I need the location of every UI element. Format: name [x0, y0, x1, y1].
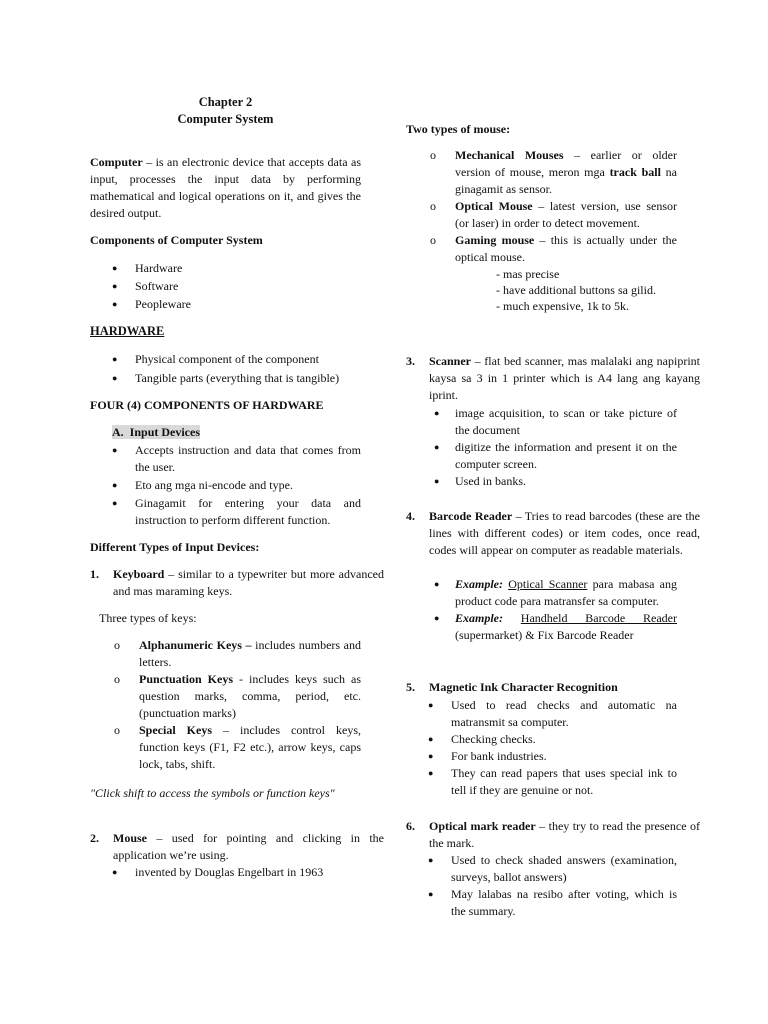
bullet-icon: ●: [428, 734, 434, 744]
components-heading: Components of Computer System: [90, 233, 263, 247]
keyboard-def: – similar to a typewriter but more advanced and mas maraming keys.: [113, 567, 384, 598]
list-item-text: Hardware: [135, 261, 183, 275]
input-devices-heading: [112, 424, 200, 441]
circle-bullet-icon: o: [114, 672, 120, 686]
list-item: [406, 473, 677, 490]
list-item: [406, 147, 677, 198]
omr-item: [406, 818, 700, 852]
list-item: [90, 671, 361, 722]
key-type-def: – includes control keys, function keys (F1, F2 etc.), arrow keys, caps lock, tabs, shift.: [139, 723, 362, 771]
scanner-term: Scanner: [429, 354, 471, 368]
bullet-icon: ●: [434, 476, 440, 486]
mouse-def: – used for pointing and clicking in the application we’re using.: [113, 831, 384, 862]
list-item: [406, 731, 677, 748]
list-item: [90, 296, 361, 313]
list-item-text: image acquisition, to scan or take picture of the document: [455, 406, 677, 437]
list-item: [406, 886, 677, 920]
list-item-text: Accepts instruction and data that comes from the user.: [135, 443, 361, 474]
list-item-text: Ginagamit for entering your data and instruction to perform different function.: [135, 496, 361, 527]
micr-item: [406, 679, 700, 696]
list-item: [90, 351, 361, 368]
circle-bullet-icon: o: [114, 723, 120, 737]
list-item: [90, 260, 361, 277]
bullet-icon: ●: [112, 373, 118, 383]
list-item: [90, 370, 361, 387]
circle-bullet-icon: o: [430, 199, 436, 213]
micr-term: Magnetic Ink Character Recognition: [429, 680, 618, 694]
bullet-icon: ●: [428, 768, 434, 778]
input-devices-title: Input Devices: [129, 425, 201, 439]
example-device: Handheld Barcode Reader: [520, 611, 677, 625]
hardware-list: [90, 351, 361, 387]
list-item: [406, 697, 677, 731]
track-ball-term: track ball: [609, 165, 661, 179]
omr-number: 6.: [406, 819, 415, 833]
bullet-icon: ●: [112, 498, 118, 508]
list-item-text: Used in banks.: [455, 474, 526, 488]
keyboard-item: [90, 566, 384, 600]
bullet-icon: ●: [434, 579, 440, 589]
circle-bullet-icon: o: [430, 233, 436, 247]
list-item-text: Software: [135, 279, 179, 293]
gaming-detail: - mas precise: [496, 267, 560, 281]
bullet-icon: ●: [434, 442, 440, 452]
scanner-number: 3.: [406, 354, 415, 368]
example-text: (supermarket) & Fix Barcode Reader: [455, 628, 634, 642]
list-item: [90, 722, 361, 773]
list-item: [406, 232, 677, 266]
list-item: [406, 748, 677, 765]
omr-def: – they try to read the presence of the mark.: [429, 819, 700, 850]
key-type-def: - includes keys such as question marks, comma, period, etc. (punctuation marks): [139, 672, 361, 720]
mouse-term: Mouse: [113, 831, 147, 845]
bullet-icon: ●: [112, 281, 118, 291]
key-type-term: Punctuation Keys: [139, 672, 234, 686]
gaming-detail: - much expensive, 1k to 5k.: [496, 299, 629, 313]
input-devices-letter: A.: [112, 425, 124, 439]
input-types-heading: Different Types of Input Devices:: [90, 540, 260, 554]
page-title: Computer System: [177, 112, 274, 126]
micr-number: 5.: [406, 680, 415, 694]
three-types-label: Three types of keys:: [99, 611, 197, 625]
keyboard-term: Keyboard: [113, 567, 165, 581]
bullet-icon: ●: [112, 480, 118, 490]
bullet-icon: ●: [112, 354, 118, 364]
key-type-def: includes numbers and letters.: [139, 638, 361, 669]
bullet-icon: ●: [428, 700, 434, 710]
omr-list: [406, 852, 677, 920]
list-item: [406, 765, 677, 799]
mouse-bullet: [90, 864, 384, 881]
computer-term: Computer: [90, 155, 143, 169]
four-components-heading: FOUR (4) COMPONENTS OF HARDWARE: [90, 398, 324, 412]
bullet-icon: ●: [434, 613, 440, 623]
list-item: [90, 278, 361, 295]
mouse-item: [90, 830, 384, 864]
list-item-text: Tangible parts (everything that is tangible): [135, 371, 340, 385]
bullet-icon: ●: [434, 408, 440, 418]
list-item: [406, 405, 677, 439]
mouse-types-list: [406, 147, 677, 314]
scanner-def: – flat bed scanner, mas malalaki ang napiprint kaysa sa 3 in 1 printer which is A4 lang ang kayang iprint.: [429, 354, 700, 402]
list-item-text: Physical component of the component: [135, 352, 319, 366]
gaming-detail: - have additional buttons sa gilid.: [496, 283, 656, 297]
list-item: [90, 637, 361, 671]
list-item: [406, 852, 677, 886]
list-item-text: Eto ang mga ni-encode and type.: [135, 478, 293, 492]
list-item: [406, 576, 677, 610]
omr-term: Optical mark reader: [429, 819, 536, 833]
list-item-text: digitize the information and present it on the computer screen.: [455, 440, 677, 471]
example-label: Example:: [455, 611, 503, 625]
bullet-icon: ●: [112, 445, 118, 455]
computer-definition: [90, 154, 361, 222]
bullet-icon: ●: [112, 263, 118, 273]
scanner-list: [406, 405, 677, 490]
key-type-term: Alphanumeric Keys –: [139, 638, 252, 652]
list-item-text: Used to read checks and automatic na matransmit sa computer.: [451, 698, 677, 729]
example-text: para mabasa ang product code para matransfer sa computer.: [455, 577, 678, 608]
chapter-label: Chapter 2: [198, 95, 253, 109]
bullet-icon: ●: [428, 751, 434, 761]
input-devices-list: [90, 442, 361, 529]
mouse-type-term: Mechanical Mouses: [455, 148, 564, 162]
mouse-type-term: Optical Mouse: [455, 199, 533, 213]
components-list: [90, 260, 361, 313]
barcode-term: Barcode Reader: [429, 509, 513, 523]
bullet-icon: ●: [112, 867, 118, 877]
computer-def-text: – is an electronic device that accepts data as input, processes the input data by performing mathematical and logical operations on it, and gives the desired output.: [90, 155, 361, 220]
list-item-text: May lalabas na resibo after voting, which is the summary.: [451, 887, 677, 918]
list-item: [90, 495, 361, 529]
bullet-icon: ●: [428, 889, 434, 899]
bullet-icon: ●: [112, 299, 118, 309]
barcode-list: [406, 576, 677, 644]
list-item: [406, 439, 677, 473]
list-item-text: For bank industries.: [451, 749, 547, 763]
hardware-heading: HARDWARE: [90, 324, 165, 338]
barcode-def: – Tries to read barcodes (these are the lines with different codes) or item codes, once read, codes will appear on computer as readable materials.: [429, 509, 700, 557]
mouse-type-def: – latest version, use sensor (or laser) in order to detect movement.: [455, 199, 677, 230]
mouse-type-def: – this is actually under the optical mouse.: [455, 233, 677, 264]
mouse-type-term: Gaming mouse: [455, 233, 535, 247]
keyboard-number: 1.: [90, 567, 99, 581]
shift-quote: "Click shift to access the symbols or function keys": [90, 786, 335, 800]
bullet-icon: ●: [428, 855, 434, 865]
circle-bullet-icon: o: [430, 148, 436, 162]
barcode-item: [406, 508, 700, 559]
list-item-text: Checking checks.: [451, 732, 536, 746]
key-types-list: [90, 637, 361, 773]
example-label: Example:: [455, 577, 503, 591]
mouse-type-def: – earlier or older version of mouse, meron mga: [455, 148, 677, 179]
list-item-text: invented by Douglas Engelbart in 1963: [135, 865, 324, 879]
list-item: [90, 442, 361, 476]
list-item-text: They can read papers that uses special ink to tell if they are genuine or not.: [451, 766, 677, 797]
barcode-number: 4.: [406, 509, 415, 523]
key-type-term: Special Keys: [139, 723, 213, 737]
list-item-text: Used to check shaded answers (examination, surveys, ballot answers): [451, 853, 677, 884]
mouse-number: 2.: [90, 831, 99, 845]
circle-bullet-icon: o: [114, 638, 120, 652]
mouse-types-heading: Two types of mouse:: [406, 122, 511, 136]
list-item-text: Peopleware: [135, 297, 191, 311]
list-item: [90, 477, 361, 494]
micr-list: [406, 697, 677, 799]
list-item: [406, 610, 677, 644]
list-item: [406, 198, 677, 232]
mouse-type-def-end: na ginagamit as sensor.: [455, 165, 677, 196]
example-device: Optical Scanner: [508, 577, 588, 591]
scanner-item: [406, 353, 700, 404]
